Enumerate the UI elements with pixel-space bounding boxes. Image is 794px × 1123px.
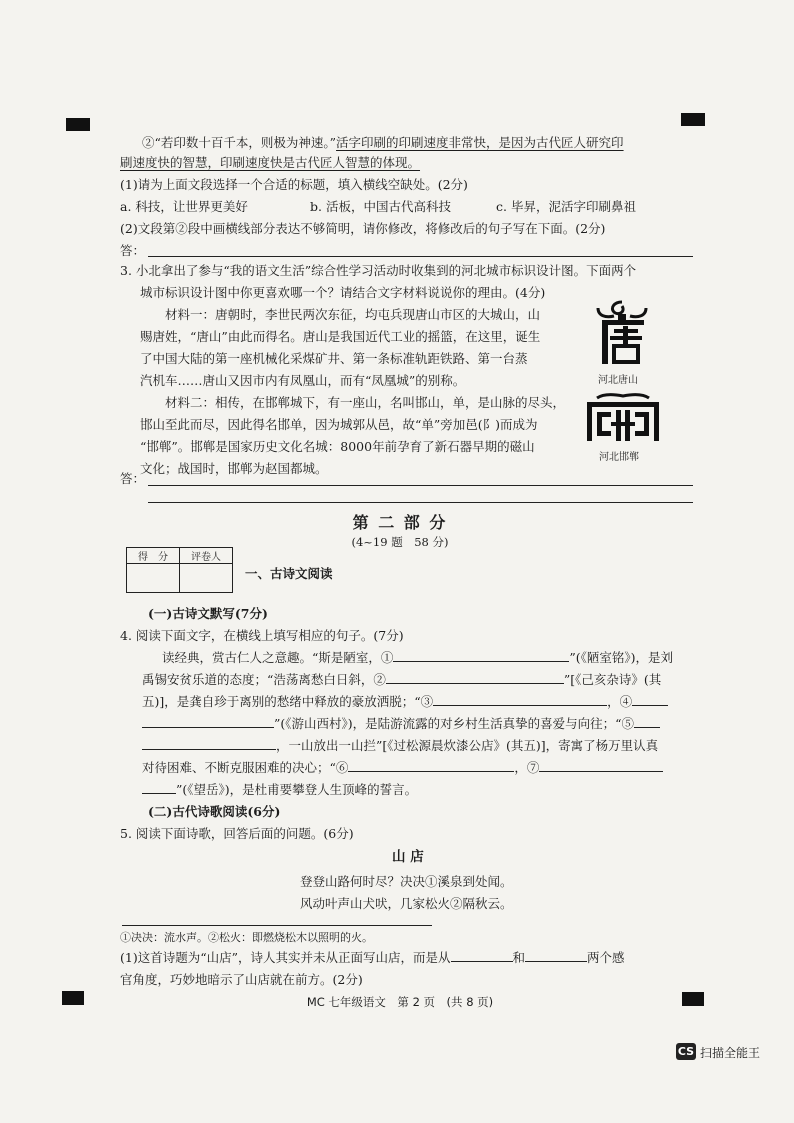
part-title: 第 二 部 分 <box>352 513 448 532</box>
answer-line[interactable] <box>148 485 693 486</box>
material-text: 了中国大陆的第一座机械化采煤矿井、第一条标准轨距铁路、第一台蒸 <box>140 351 528 366</box>
score-box <box>126 547 233 593</box>
option-b: b. 活板，中国古代高科技 <box>310 199 451 214</box>
tangshan-logo <box>592 298 652 366</box>
registration-mark <box>66 118 90 131</box>
question-text: 和 <box>512 950 526 965</box>
grader-cell[interactable] <box>180 564 233 593</box>
logo-caption: 河北唐山 <box>598 375 638 386</box>
logo-caption: 河北邯郸 <box>599 452 639 463</box>
blank-5-cont[interactable] <box>142 737 276 750</box>
question-text: 3. 小北拿出了参与“我的语文生活”综合性学习活动时收集到的河北城市标识设计图。下面两个 <box>120 263 637 278</box>
answer-line[interactable] <box>148 256 693 257</box>
option-c: c. 毕昇，泥活字印刷鼻祖 <box>496 199 636 214</box>
passage-text: ”(《陋室铭》)，是刘 <box>569 650 674 665</box>
option-a: a. 科技，让世界更美好 <box>120 199 248 214</box>
material-text: 邯山至此而尽，因此得名邯单，因为城郭从邑，故“单”旁加邑(阝)而成为 <box>140 417 538 432</box>
subsection-heading: (一)古诗文默写(7分) <box>148 606 268 621</box>
score-header: 得 分 <box>127 548 180 564</box>
scan-watermark-text: 扫描全能王 <box>700 1046 761 1060</box>
blank-4[interactable] <box>632 693 668 706</box>
blank-3[interactable] <box>433 693 607 706</box>
material-text: 赐唐姓，“唐山”由此而得名。唐山是我国近代工业的摇篮，在这里，诞生 <box>140 329 541 344</box>
passage-text: 读经典，赏古仁人之意趣。“斯是陋室，① <box>162 650 394 665</box>
poem-title: 山 店 <box>392 849 424 865</box>
camscanner-logo: CS <box>677 1045 695 1058</box>
material-text: “邯郸”。邯郸是国家历史文化名城：8000年前孕育了新石器早期的磁山 <box>140 439 535 454</box>
material-text: 材料二：相传，在邯郸城下，有一座山，名叫邯山，单，是山脉的尽头， <box>165 395 566 410</box>
blank-2[interactable] <box>386 671 564 684</box>
grader-header: 评卷人 <box>180 548 233 564</box>
poem-line: 登登山路何时尽？决决①溪泉到处闻。 <box>300 874 513 889</box>
page-footer: MC 七年级语文 第 2 页 (共 8 页) <box>306 995 494 1009</box>
blank-1[interactable] <box>393 649 569 662</box>
blank-6[interactable] <box>348 759 514 772</box>
question-text: 两个感 <box>587 950 625 965</box>
passage-text: ”[《己亥杂诗》(其 <box>563 672 662 687</box>
question-text: 官角度，巧妙地暗示了山店就在前方。(2分) <box>120 972 363 987</box>
score-cell[interactable] <box>127 564 180 593</box>
blank-7-cont[interactable] <box>142 781 176 794</box>
answer-label: 答： <box>120 243 146 258</box>
question-5-section <box>120 803 710 987</box>
answer-label: 答： <box>120 471 146 486</box>
passage-text: ，④ <box>607 694 633 709</box>
passage-text: ”(《望岳》)，是杜甫要攀登人生顶峰的誓言。 <box>176 782 418 797</box>
question-text: (1)这首诗题为“山店”，诗人其实并未从正面写山店，而是从 <box>120 950 451 965</box>
registration-mark <box>682 992 704 1006</box>
blank-7[interactable] <box>539 759 663 772</box>
question-text: 5. 阅读下面诗歌，回答后面的问题。(6分) <box>120 826 354 841</box>
paragraph-text: ②“若印数十百千本，则极为神速。” <box>142 135 337 150</box>
answer-line[interactable] <box>148 502 693 503</box>
footnote: ①决决：流水声。②松火：即燃烧松木以照明的火。 <box>120 931 373 944</box>
question-text: (1)请为上面文段选择一个合适的标题，填入横线空缺处。(2分) <box>120 177 468 192</box>
blank-5[interactable] <box>634 715 660 728</box>
passage-text: 五)]，是龚自珍于离别的愁绪中释放的豪放洒脱；“③ <box>142 694 434 709</box>
blank-sense-1[interactable] <box>451 949 513 962</box>
registration-mark <box>681 113 705 126</box>
blank-sense-2[interactable] <box>525 949 587 962</box>
part-subtitle: (4~19 题 58 分) <box>351 535 449 549</box>
material-text: 汽机车……唐山又因市内有凤凰山，而有“凤凰城”的别称。 <box>140 373 466 388</box>
question-text: 城市标识设计图中你更喜欢哪一个？请结合文字材料说说你的理由。(4分) <box>140 285 546 300</box>
section-heading: 一、古诗文阅读 <box>245 566 333 581</box>
question-4-section <box>120 605 710 805</box>
passage-text: ，一山放出一山拦”[《过松源晨炊漆公店》(其五)]，寄寓了杨万里认真 <box>276 738 659 753</box>
registration-mark <box>62 991 84 1005</box>
handan-logo <box>583 392 663 444</box>
underlined-sentence: 刷速度快的智慧，印刷速度快是古代匠人智慧的体现。 <box>120 155 421 170</box>
material-text: 文化；战国时，邯郸为赵国都城。 <box>140 461 328 476</box>
passage-text: ”(《游山西村》)，是陆游流露的对乡村生活真挚的喜爱与向往；“⑤ <box>274 716 635 731</box>
question-text: (2)文段第②段中画横线部分表达不够简明，请你修改，将修改后的句子写在下面。(2分) <box>120 221 606 236</box>
poem-line: 风动叶声山犬吠，几家松火②隔秋云。 <box>300 896 513 911</box>
blank-4-cont[interactable] <box>142 715 274 728</box>
passage-text: 禹锡安贫乐道的态度；“浩荡离愁白日斜，② <box>142 672 386 687</box>
question-text: 4. 阅读下面文字，在横线上填写相应的句子。(7分) <box>120 628 404 643</box>
passage-text: 对待困难、不断克服困难的决心；“⑥ <box>142 760 349 775</box>
underlined-sentence: 活字印刷的印刷速度非常快，是因为古代匠人研究印 <box>336 135 624 150</box>
subsection-heading: (二)古代诗歌阅读(6分) <box>148 804 281 819</box>
passage-text: ，⑦ <box>514 760 540 775</box>
material-text: 材料一：唐朝时，李世民两次东征，均屯兵现唐山市区的大城山，山 <box>165 307 541 322</box>
footnote-divider <box>122 925 432 926</box>
